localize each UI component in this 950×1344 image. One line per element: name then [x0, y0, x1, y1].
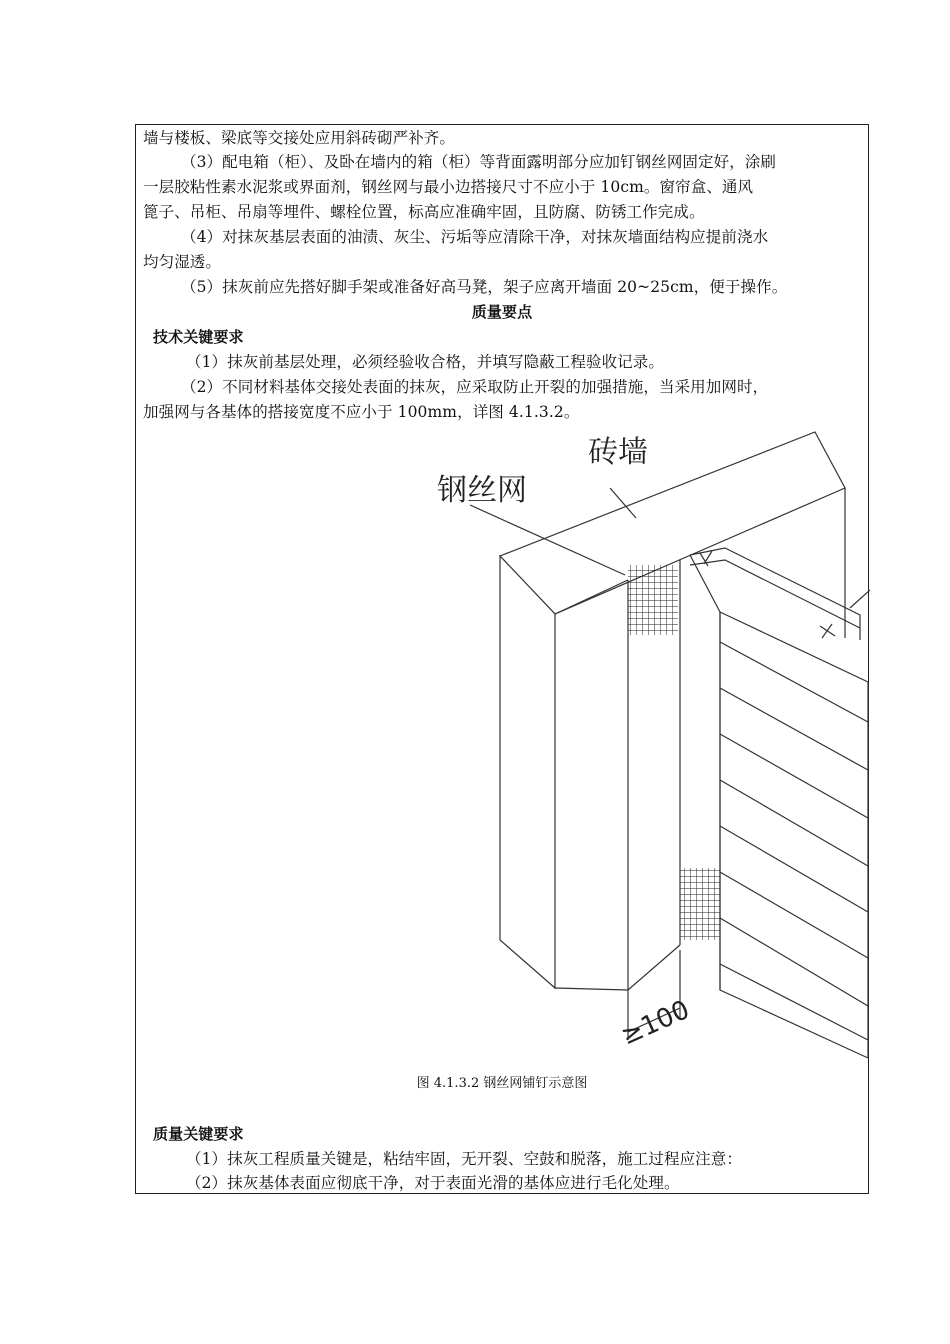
quality-points-heading: 质量要点 [471, 303, 533, 321]
tech-requirements-heading: 技术关键要求 [153, 328, 244, 346]
brick-wall-label: 砖墙 [588, 435, 648, 470]
intro-line-4: 篦子、吊柜、吊扇等埋件、螺栓位置，标高应准确牢固，且防腐、防锈工作完成。 [143, 203, 705, 221]
intro-line-3: 一层胶粘性素水泥浆或界面剂，钢丝网与最小边搭接尺寸不应小于 10cm。窗帘盒、通风 [143, 178, 754, 196]
figure-caption: 图 4.1.3.2 钢丝网铺钉示意图 [416, 1076, 588, 1091]
quality-line-1: （1）抹灰工程质量关键是，粘结牢固，无开裂、空鼓和脱落，施工过程应注意： [186, 1150, 742, 1168]
dimension-label: ≥100 [616, 994, 695, 1052]
intro-line-5: （4）对抹灰基层表面的油渍、灰尘、污垢等应清除干净，对抹灰墙面结构应提前浇水 [181, 228, 769, 246]
quality-line-2: （2）抹灰基体表面应彻底干净，对于表面光滑的基体应进行毛化处理。 [186, 1174, 680, 1192]
quality-key-heading: 质量关键要求 [153, 1125, 244, 1143]
tech-line-3: 加强网与各基体的搭接宽度不应小于 100mm，详图 4.1.3.2。 [143, 403, 580, 421]
intro-line-2: （3）配电箱（柜）、及卧在墙内的箱（柜）等背面露明部分应加钉钢丝网固定好，涂刷 [181, 153, 777, 171]
steel-mesh-label: 钢丝网 [437, 473, 527, 508]
intro-line-1: 墙与楼板、梁底等交接处应用斜砖砌严补齐。 [143, 129, 456, 147]
tech-line-1: （1）抹灰前基层处理，必须经验收合格，并填写隐蔽工程验收记录。 [186, 353, 664, 371]
mesh-installation-diagram [380, 425, 870, 1065]
intro-line-6: 均匀湿透。 [143, 253, 222, 271]
tech-line-2: （2）不同材料基体交接处表面的抹灰，应采取防止开裂的加强措施，当采用加网时， [181, 378, 769, 396]
intro-line-7: （5）抹灰前应先搭好脚手架或准备好高马凳，架子应离开墙面 20~25cm，便于操作。 [181, 278, 788, 296]
